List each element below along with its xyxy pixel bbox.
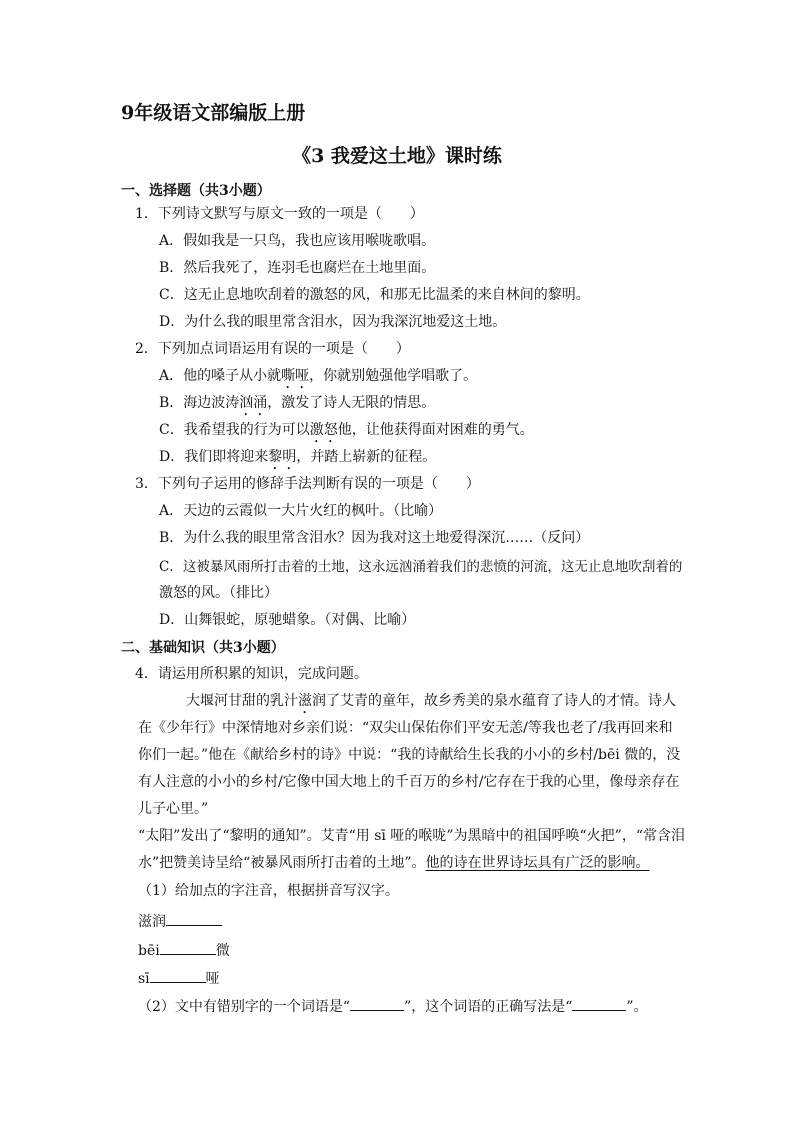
fill-item-3: sī 哑 <box>138 968 220 989</box>
question-1-option-a: A．假如我是一只鸟，我也应该用喉咙歌唱。 <box>159 233 436 249</box>
dotted-char: 滋 <box>298 693 312 709</box>
dotted-word: 激怒 <box>309 422 338 438</box>
passage-line: 儿子心里。” <box>138 801 209 817</box>
grade-label: 9年级语文部编版上册 <box>121 102 306 124</box>
question-1-option-c: C．这无止息地吹刮着的激怒的风，和那无比温柔的来自林间的黎明。 <box>159 287 590 303</box>
page-title: 《3 我爱这土地》课时练 <box>292 145 502 167</box>
question-1-stem: 1．下列诗文默写与原文一致的一项是（ ） <box>135 206 424 222</box>
passage-line: 水”把赞美诗呈给“被暴风雨所打击着的土地”。他的诗在世界诗坛具有广泛的影响。 <box>138 855 650 871</box>
subquestion-2: （2）文中有错别字的一个词语是“ ”，这个词语的正确写法是“ ”。 <box>138 996 648 1017</box>
dotted-word: 汹涌 <box>239 395 268 411</box>
question-3-option-c: C．这被暴风雨所打击着的土地，这永远汹涌着我们的悲愤的河流，这无止息地吹刮着的 <box>159 559 683 575</box>
question-2-option-c: C．我希望我的行为可以激怒他，让他获得面对困难的勇气。 <box>159 422 534 438</box>
answer-blank[interactable] <box>572 996 626 1011</box>
question-3-stem: 3．下列句子运用的修辞手法判断有误的一项是（ ） <box>135 476 480 492</box>
question-1-option-b: B．然后我死了，连羽毛也腐烂在土地里面。 <box>159 260 436 276</box>
question-1-option-d: D．为什么我的眼里常含泪水，因为我深沉地爱这土地。 <box>159 314 507 330</box>
answer-blank[interactable] <box>166 911 222 926</box>
question-2-stem: 2．下列加点词语运用有误的一项是（ ） <box>135 341 410 357</box>
passage-line: 大堰河甘甜的乳汁滋润了艾青的童年，故乡秀美的泉水蕴育了诗人的才情。诗人 <box>186 693 676 709</box>
question-2-option-b: B．海边波涛汹涌，激发了诗人无限的情思。 <box>159 395 436 411</box>
fill-item-2: bēi 微 <box>138 940 230 961</box>
question-3-option-b: B．为什么我的眼里常含泪水？因为我对这土地爱得深沉……（反问） <box>159 530 590 546</box>
question-2-option-d: D．我们即将迎来黎明，并踏上崭新的征程。 <box>159 449 437 465</box>
underlined-sentence: 他的诗在世界诗坛具有广泛的影响。 <box>425 855 650 871</box>
section-heading-basics: 二、基础知识（共3小题） <box>121 640 285 656</box>
question-4-stem: 4．请运用所积累的知识，完成问题。 <box>135 666 368 682</box>
dotted-word: 嘶哑 <box>281 368 310 384</box>
fill-item-1: 滋润 <box>138 911 222 932</box>
answer-blank[interactable] <box>350 996 404 1011</box>
question-3-option-a: A．天边的云霞似一大片火红的枫叶。（比喻） <box>159 503 443 519</box>
answer-blank[interactable] <box>150 968 206 983</box>
passage-line: 你们一起。”他在《献给乡村的诗》中说：“我的诗献给生长我的小小的乡村/bēi 微的，没 <box>138 747 681 763</box>
question-3-option-c-cont: 激怒的风。（排比） <box>159 585 278 601</box>
section-heading-choice: 一、选择题（共3小题） <box>121 183 271 199</box>
subquestion-1: （1）给加点的字注音，根据拼音写汉字。 <box>138 883 399 899</box>
passage-line: “太阳”发出了“黎明的通知”。艾青“用 sī 哑的喉咙”为黑暗中的祖国呼唤“火把”，“常含泪 <box>138 828 685 844</box>
dotted-word: 黎明 <box>268 449 297 465</box>
answer-blank[interactable] <box>160 940 216 955</box>
passage-line: 有人注意的小小的乡村/它像中国大地上的千百万的乡村/它存在于我的心里，像母亲存在 <box>138 774 680 790</box>
question-2-option-a: A．他的嗓子从小就嘶哑，你就别勉强他学唱歌了。 <box>159 368 478 384</box>
passage-line: 在《少年行》中深情地对乡亲们说：“双尖山保佑你们平安无恙/等我也老了/我再回来和 <box>138 720 673 736</box>
question-3-option-d: D．山舞银蛇，原驰蜡象。（对偶、比喻） <box>159 612 416 628</box>
